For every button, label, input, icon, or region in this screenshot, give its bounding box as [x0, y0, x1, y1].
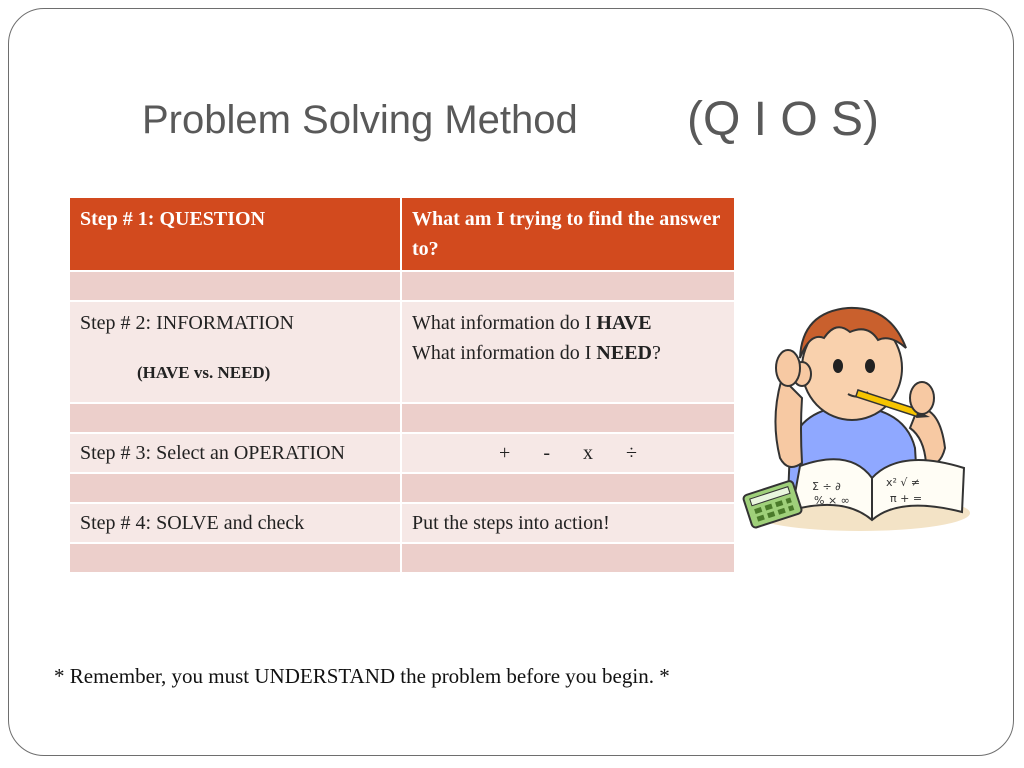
table-row-step1 — [69, 197, 735, 271]
svg-text:x² √ ≠: x² √ ≠ — [886, 476, 921, 489]
step2-note: (HAVE vs. NEED) — [137, 363, 271, 382]
steps-table — [68, 196, 736, 574]
step3-operations — [401, 433, 735, 473]
title-abbreviation: (Q I O S) — [687, 93, 879, 146]
student-thinking-clipart-icon — [740, 298, 972, 538]
step1-label: Step # 1: QUESTION — [69, 197, 401, 271]
step3-label: Step # 3: Select an OPERATION — [69, 433, 401, 473]
step2-line1-bold: HAVE — [596, 312, 652, 334]
step2-label: Step # 2: INFORMATION — [80, 312, 294, 334]
table-row-spacer — [69, 271, 735, 301]
step2-line2-bold: NEED — [596, 342, 652, 364]
table-row-step2 — [69, 301, 735, 403]
svg-text:Σ ÷ ∂: Σ ÷ ∂ — [812, 480, 841, 493]
step2-line1-text: What information do I — [412, 312, 597, 334]
op-divide: ÷ — [625, 442, 637, 464]
svg-text:% × ∞: % × ∞ — [814, 494, 850, 507]
table-row-spacer — [69, 403, 735, 433]
title-main: Problem Solving Method — [142, 98, 578, 142]
op-plus: + — [499, 442, 511, 464]
step2-description — [401, 301, 735, 403]
step1-description: What am I trying to find the answer to? — [401, 197, 735, 271]
step4-label: Step # 4: SOLVE and check — [69, 503, 401, 543]
table-row-spacer — [69, 543, 735, 573]
remember-note: * Remember, you must UNDERSTAND the problem before you begin. * — [54, 664, 670, 688]
step2-cell — [69, 301, 401, 403]
table-row-spacer — [69, 473, 735, 503]
table-row-step4 — [69, 503, 735, 543]
step2-line2-text: What information do I — [412, 342, 597, 364]
op-times: x — [582, 442, 593, 464]
op-minus: - — [543, 442, 550, 464]
step4-description: Put the steps into action! — [401, 503, 735, 543]
step2-line2-suffix: ? — [651, 342, 661, 364]
table-row-step3 — [69, 433, 735, 473]
svg-text:π + =: π + = — [890, 492, 923, 505]
